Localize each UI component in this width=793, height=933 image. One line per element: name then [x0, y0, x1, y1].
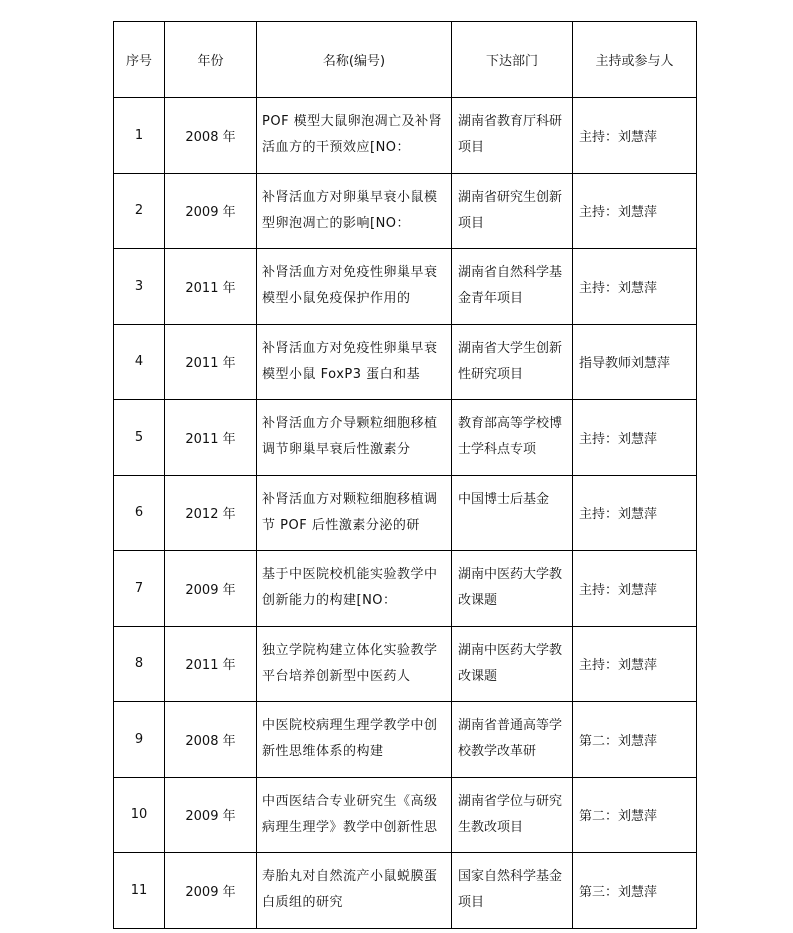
cell-dept — [452, 173, 573, 249]
cell-person: 主持：刘慧萍 — [573, 400, 697, 476]
cell-name — [257, 249, 452, 325]
cell-no: 11 — [114, 853, 165, 929]
cell-name — [257, 626, 452, 702]
cell-dept — [452, 777, 573, 853]
table-row — [114, 853, 697, 929]
cell-year: 2012 年 — [165, 475, 257, 551]
cell-dept-text: 湖南中医药大学教改课题 — [458, 642, 563, 684]
cell-dept-text: 湖南中医药大学教改课题 — [458, 567, 563, 609]
cell-year: 2011 年 — [165, 249, 257, 325]
header-person: 主持或参与人 — [573, 22, 697, 98]
cell-name — [257, 777, 452, 853]
cell-dept-text: 教育部高等学校博士学科点专项 — [458, 416, 563, 458]
cell-person: 主持：刘慧萍 — [573, 173, 697, 249]
cell-no: 10 — [114, 777, 165, 853]
cell-person: 第二：刘慧萍 — [573, 777, 697, 853]
cell-person: 指导教师刘慧萍 — [573, 324, 697, 400]
cell-name — [257, 98, 452, 174]
cell-year: 2008 年 — [165, 702, 257, 778]
cell-dept — [452, 551, 573, 627]
cell-name — [257, 853, 452, 929]
cell-no: 4 — [114, 324, 165, 400]
cell-name-text: 中医院校病理生理学教学中创新性思维体系的构建 — [262, 718, 438, 760]
cell-person: 主持：刘慧萍 — [573, 98, 697, 174]
cell-no: 9 — [114, 702, 165, 778]
header-name: 名称(编号) — [257, 22, 452, 98]
cell-dept-text: 中国博士后基金 — [458, 491, 550, 507]
cell-year: 2008 年 — [165, 98, 257, 174]
cell-person: 主持：刘慧萍 — [573, 551, 697, 627]
cell-year: 2011 年 — [165, 324, 257, 400]
cell-name-text: 补肾活血方对免疫性卵巢早衰模型小鼠免疫保护作用的 — [262, 265, 438, 307]
cell-name-text: 补肾活血方对颗粒细胞移植调节 POF 后性激素分泌的研 — [262, 491, 438, 533]
table-row — [114, 173, 697, 249]
cell-year: 2009 年 — [165, 173, 257, 249]
cell-name-text: 补肾活血方介导颗粒细胞移植调节卵巢早衰后性激素分 — [262, 416, 438, 458]
cell-name-text: 基于中医院校机能实验教学中创新能力的构建[NO： — [262, 567, 438, 609]
cell-name-text: POF 模型大鼠卵泡凋亡及补肾活血方的干预效应[NO： — [262, 114, 443, 156]
table-row — [114, 324, 697, 400]
cell-year: 2009 年 — [165, 777, 257, 853]
cell-dept — [452, 98, 573, 174]
table-row — [114, 475, 697, 551]
cell-name — [257, 475, 452, 551]
header-dept: 下达部门 — [452, 22, 573, 98]
cell-no: 5 — [114, 400, 165, 476]
cell-no: 3 — [114, 249, 165, 325]
cell-no: 2 — [114, 173, 165, 249]
cell-name — [257, 702, 452, 778]
cell-dept-text: 湖南省大学生创新性研究项目 — [458, 340, 563, 382]
cell-dept-text: 湖南省教育厅科研项目 — [458, 114, 563, 156]
cell-dept-text: 湖南省学位与研究生教改项目 — [458, 793, 563, 835]
cell-dept — [452, 324, 573, 400]
cell-dept-text: 湖南省普通高等学校教学改革研 — [458, 718, 563, 760]
cell-person: 主持：刘慧萍 — [573, 626, 697, 702]
table-row — [114, 400, 697, 476]
cell-name-text: 中西医结合专业研究生《高级病理生理学》教学中创新性思 — [262, 793, 438, 835]
cell-dept — [452, 702, 573, 778]
table-row — [114, 702, 697, 778]
cell-name-text: 补肾活血方对卵巢早衰小鼠模型卵泡凋亡的影响[NO： — [262, 189, 438, 231]
header-no: 序号 — [114, 22, 165, 98]
cell-year: 2011 年 — [165, 626, 257, 702]
cell-no: 1 — [114, 98, 165, 174]
cell-dept — [452, 249, 573, 325]
cell-dept-text: 湖南省自然科学基金青年项目 — [458, 265, 563, 307]
cell-name — [257, 551, 452, 627]
cell-name — [257, 400, 452, 476]
header-year: 年份 — [165, 22, 257, 98]
cell-no: 7 — [114, 551, 165, 627]
table-row — [114, 551, 697, 627]
cell-dept-text: 国家自然科学基金项目 — [458, 869, 563, 911]
cell-name — [257, 324, 452, 400]
cell-year: 2009 年 — [165, 551, 257, 627]
cell-dept — [452, 853, 573, 929]
cell-year: 2009 年 — [165, 853, 257, 929]
projects-table — [113, 21, 697, 929]
cell-dept — [452, 626, 573, 702]
cell-person: 主持：刘慧萍 — [573, 475, 697, 551]
table-row — [114, 626, 697, 702]
cell-name-text: 补肾活血方对免疫性卵巢早衰模型小鼠 FoxP3 蛋白和基 — [262, 340, 438, 382]
table-row — [114, 249, 697, 325]
cell-person: 第二：刘慧萍 — [573, 702, 697, 778]
header-row — [114, 22, 697, 98]
cell-person: 第三：刘慧萍 — [573, 853, 697, 929]
cell-name-text: 独立学院构建立体化实验教学平台培养创新型中医药人 — [262, 642, 438, 684]
cell-dept — [452, 475, 573, 551]
cell-name — [257, 173, 452, 249]
cell-no: 6 — [114, 475, 165, 551]
cell-dept — [452, 400, 573, 476]
cell-year: 2011 年 — [165, 400, 257, 476]
table-row — [114, 777, 697, 853]
cell-person: 主持：刘慧萍 — [573, 249, 697, 325]
table-row — [114, 98, 697, 174]
cell-name-text: 寿胎丸对自然流产小鼠蜕膜蛋白质组的研究 — [262, 869, 438, 911]
cell-no: 8 — [114, 626, 165, 702]
cell-dept-text: 湖南省研究生创新项目 — [458, 189, 563, 231]
